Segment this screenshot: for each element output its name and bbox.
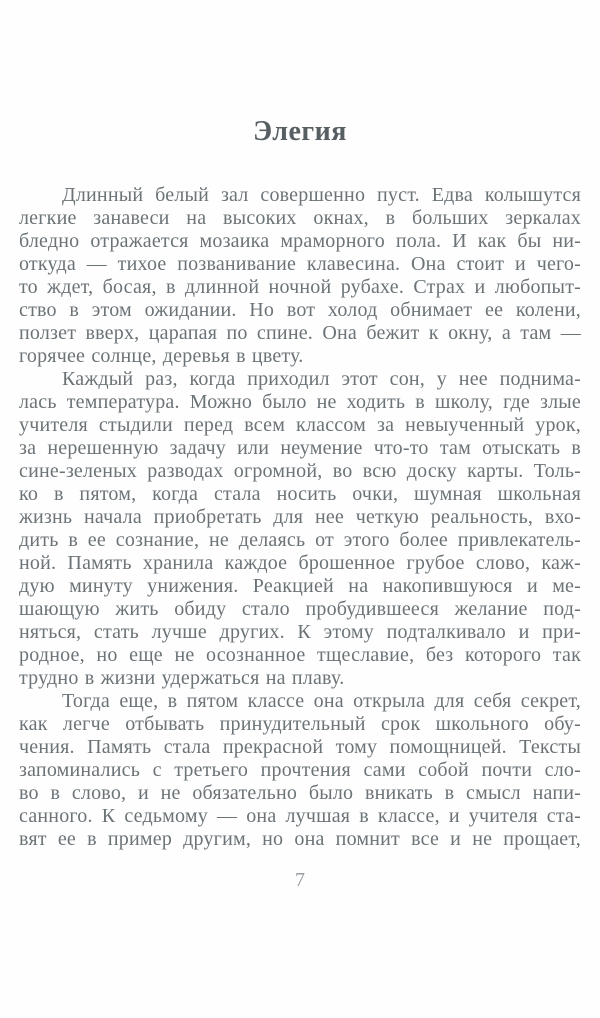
text-line: дить в ее сознание, не делаясь от этого более привлекатель- xyxy=(19,529,581,551)
text-line: за нерешенную задачу или неумение что-то там отыскать в xyxy=(19,437,581,459)
text-line: во в слово, и не обязательно было вникать в смысл напи- xyxy=(19,782,581,804)
page-number: 7 xyxy=(295,869,305,891)
text-line: легкие занавеси на высоких окнах, в больших зеркалах xyxy=(19,207,581,229)
text-line: вят ее в пример другим, но она помнит все и не прощает, xyxy=(19,828,581,850)
text-line: бледно отражается мозаика мраморного пола. И как бы ни- xyxy=(19,230,581,252)
text-line: чения. Память стала прекрасной тому помощницей. Тексты xyxy=(19,736,581,758)
text-line: ползет вверх, царапая по спине. Она бежит к окну, а там — xyxy=(19,322,581,344)
text-line: трудно в жизни удержаться на плаву. xyxy=(19,667,345,689)
text-line: ко в пятом, когда стала носить очки, шумная школьная xyxy=(19,483,581,505)
book-page xyxy=(0,118,600,1018)
text-line: дую минуту унижения. Реакцией на накопившуюся и ме- xyxy=(19,575,581,597)
text-line: Длинный белый зал совершенно пуст. Едва колышутся xyxy=(62,184,581,206)
paragraph xyxy=(19,368,581,690)
text-line: няться, стать лучше других. К этому подталкивало и при- xyxy=(19,621,581,643)
paragraph xyxy=(19,184,581,368)
text-line: санного. К седьмому — она лучшая в классе, и учителя ста- xyxy=(19,805,581,827)
text-line: учителя стыдили перед всем классом за невыученный урок, xyxy=(19,414,581,436)
text-line: как легче отбывать принудительный срок школьного обу- xyxy=(19,713,581,735)
text-line: шающую жить обиду стало пробудившееся желание под- xyxy=(19,598,581,620)
body-text xyxy=(19,184,581,851)
text-line: запоминались с третьего прочтения сами собой почти сло- xyxy=(19,759,581,781)
text-line: Тогда еще, в пятом классе она открыла для себя секрет, xyxy=(62,690,581,712)
text-line: ство в этом ожидании. Но вот холод обнимает ее колени, xyxy=(19,299,581,321)
text-line: сине-зеленых разводах огромной, во всю доску карты. Толь- xyxy=(19,460,581,482)
text-line: горячее солнце, деревья в цвету. xyxy=(19,345,304,367)
text-line: лась температура. Можно было не ходить в школу, где злые xyxy=(19,391,581,413)
text-line: ной. Память хранила каждое брошенное грубое слово, каж- xyxy=(19,552,581,574)
text-line: откуда — тихое позванивание клавесина. Она стоит и чего- xyxy=(19,253,581,275)
text-line: жизнь начала приобретать для нее четкую реальность, вхо- xyxy=(19,506,581,528)
chapter-title: Элегия xyxy=(253,116,347,147)
text-line: Каждый раз, когда приходил этот сон, у нее поднима- xyxy=(62,368,581,390)
text-line: родное, но еще не осознанное тщеславие, без которого так xyxy=(19,644,581,666)
text-line: то ждет, босая, в длинной ночной рубахе. Страх и любопыт- xyxy=(19,276,581,298)
paragraph xyxy=(19,690,581,851)
